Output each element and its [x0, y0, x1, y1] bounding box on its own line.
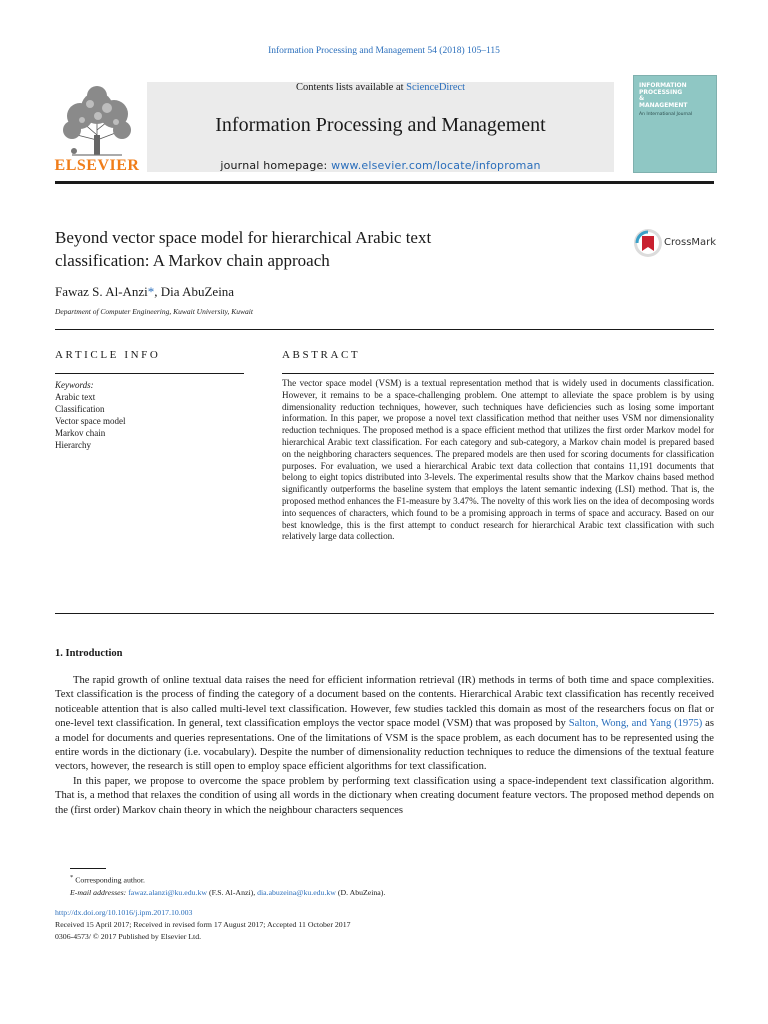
received-dates: Received 15 April 2017; Received in revised form 17 August 2017; Accepted 11 October 2017: [55, 920, 351, 929]
footnote-mark: *: [70, 874, 74, 881]
author-list: [55, 284, 234, 300]
intro-text: as a model for documents and queries representations. One of the limitations of VSM is the space problem, as each document has to be represented using the entire words in the dictionary (i.e. vocabulary). Despite the number of dimensionality reduction techniques to reduce the dimensions of the textual feature vectors, however, the research is still open to employ space efficient algorithms for text classification.: [55, 718, 714, 773]
cover-title-line: &: [639, 95, 645, 102]
email-link[interactable]: dia.abuzeina@ku.edu.kw: [257, 887, 336, 897]
corresponding-author-mark[interactable]: *: [147, 284, 155, 299]
journal-title: Information Processing and Management: [215, 114, 546, 136]
author-name: Fawaz S. Al-Anzi: [55, 284, 148, 299]
header-divider: [55, 181, 714, 184]
homepage-link[interactable]: www.elsevier.com/locate/infoproman: [331, 159, 541, 172]
intro-text: The rapid growth of online textual data raises the need for efficient information retrieval (IR) methods in terms of both time and space complexities. Text classification is the process of finding the category of a document based on the contents. Hierarchical Arabic text classification has recently received noticeable attention that is also called multi-level text classification. However, few studies tackled this domain as most of the researchers focus on flat or one-level text classification. In general, text classification employs the vector space model (VSM) that was proposed by: [55, 675, 714, 730]
doi-block: [55, 907, 351, 943]
email-link[interactable]: fawaz.alanzi@ku.edu.kw: [128, 887, 208, 897]
journal-homepage-line: [147, 159, 614, 172]
email-addresses-note: [70, 887, 385, 899]
intro-paragraph: In this paper, we propose to overcome the space problem by performing text classification using a space-independent text classification algorithm. That is, a method that relaxes the condition of using all words in the dictionary when creating document feature vectors. The proposed method depends on the (first order) Markov chain theory in which the neighbour characters sequences: [55, 775, 714, 816]
copyright-line: 0306-4573/ © 2017 Published by Elsevier Ltd.: [55, 932, 202, 941]
journal-cover-thumbnail[interactable]: [633, 75, 717, 173]
contents-prefix: Contents lists available at: [295, 82, 407, 93]
keyword: Hierarchy: [55, 440, 91, 450]
article-info-rule: [55, 373, 244, 374]
cover-title-line: PROCESSING: [639, 88, 683, 96]
crossmark-label[interactable]: CrossMark: [664, 237, 717, 248]
email-owner: (D. AbuZeina).: [335, 887, 386, 897]
journal-citation-link[interactable]: Information Processing and Management 54 (2018) 105–115: [268, 46, 500, 56]
publisher-logo-text: ELSEVIER: [54, 157, 140, 174]
abstract-text: The vector space model (VSM) is a textual representation method that is widely used in documents classification. However, it remains to be a space-challenging problem. One attempt to alleviate the space problem is by using dimensionality reduction techniques, however, such techniques have deficiencies such as losing some important information. In this paper, we propose a novel text classification method that neither uses VSM nor dimensionality reduction techniques. The proposed method is a space efficient method that utilizes the first order Markov model for hierarchical Arabic text classification. For each category and sub-category, a Markov chain model is prepared based on the neighboring characters sequences. The prepared models are then used for scoring documents for classification purposes. For evaluation, we used a hierarchical Arabic text data collection that contains 11,191 documents that belong to eight topics distributed into 3-levels. The experimental results show that the Markov chains based method significantly outperforms the baseline system that employs the latent semantic indexing (LSI) method. That is, the proposed method enhances the F1-measure by 3.47%. The novelty of this work lies on the idea of decomposing words into sequences of characters, which found to be a promising approach in terms of space and accuracy. Based on our best knowledge, this is the first attempt to conduct research for hierarchical Arabic text classification with such relatively large data collection.: [282, 378, 714, 542]
author-name: Dia AbuZeina: [160, 284, 235, 299]
doi-link[interactable]: http://dx.doi.org/10.1016/j.ipm.2017.10.003: [55, 908, 193, 917]
introduction-body: [55, 674, 714, 818]
footnote-text: Corresponding author.: [73, 875, 145, 885]
paper-title-line: Beyond vector space model for hierarchical Arabic text: [55, 228, 432, 247]
homepage-prefix: journal homepage:: [220, 159, 332, 172]
cover-subtitle: An International Journal: [639, 112, 693, 117]
intro-paragraph: [55, 674, 714, 775]
keyword: Classification: [55, 404, 105, 414]
contents-available-line: [147, 82, 614, 93]
email-owner: (F.S. Al-Anzi),: [207, 887, 258, 897]
paper-title-line: classification: A Markov chain approach: [55, 251, 330, 270]
keyword: Vector space model: [55, 416, 126, 426]
footnote-rule: [70, 868, 106, 869]
email-label: E-mail addresses:: [70, 887, 129, 897]
keyword: Arabic text: [55, 392, 96, 402]
keywords-label: Keywords:: [55, 380, 94, 390]
author-separator: ,: [154, 284, 161, 299]
author-affiliation: Department of Computer Engineering, Kuwait University, Kuwait: [55, 307, 253, 316]
abstract-rule: [282, 373, 714, 374]
cover-title-line: INFORMATION: [639, 82, 687, 89]
cover-title: [639, 83, 688, 109]
affiliation-divider: [55, 329, 714, 330]
crossmark-icon[interactable]: [633, 228, 663, 258]
section-heading-introduction: 1. Introduction: [55, 648, 123, 659]
article-info-heading: ARTICLE INFO: [55, 349, 161, 361]
sciencedirect-link[interactable]: ScienceDirect: [406, 82, 466, 93]
cover-title-line: MANAGEMENT: [639, 101, 688, 109]
citation-link[interactable]: Salton, Wong, and Yang (1975): [568, 718, 703, 730]
abstract-heading: ABSTRACT: [282, 349, 361, 361]
abstract-bottom-divider: [55, 613, 714, 614]
keyword: Markov chain: [55, 428, 106, 438]
keywords-block: [55, 379, 125, 451]
corresponding-author-note: [70, 872, 385, 887]
footnotes: [70, 872, 385, 899]
paper-title: [55, 226, 575, 272]
